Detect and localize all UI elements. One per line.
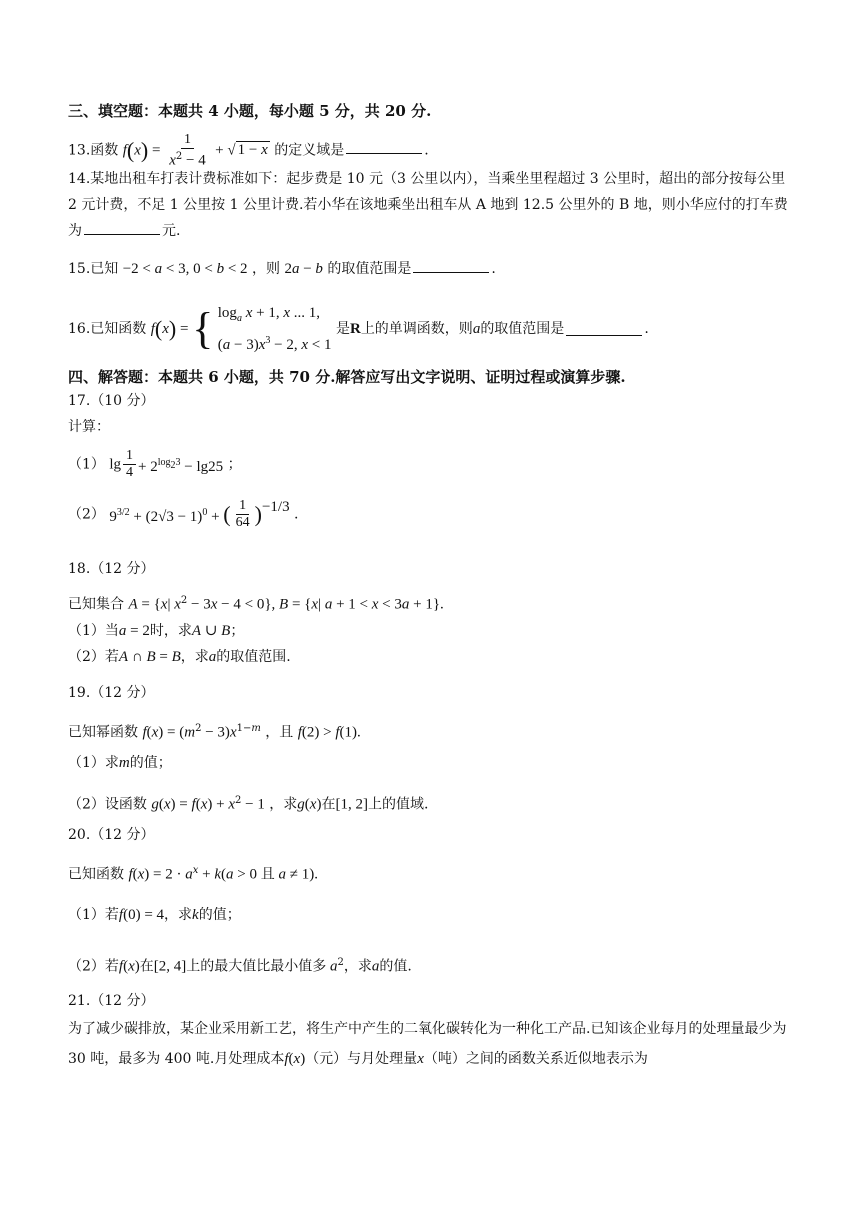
question-18-intro: 已知集合 A = {x| $x^2 - 3x - 4 < 0$}, B = {x| a + 1 < x < 3a + 1}. [68, 595, 444, 613]
question-15: 15.已知 −2 < a < 3, 0 < b < 2 ，则 2a − b 的取值范围是 . [68, 261, 496, 277]
question-19-intro: 已知幂函数 $f(x) = (m^2 - 3)x^{1-m}$ ，且 f(2) > f(1). [68, 723, 361, 741]
section-4-title: 四、解答题：本题共 6 小题，共 70 分.解答应写出文字说明、证明过程或演算步骤. [68, 368, 626, 386]
question-16: 16.已知函数 f(x) = { $\log_a x + 1$, x ... 1, $(a - 3)x^3 - 2$, x < 1 是R上的单调函数，则a的取值范围是 . [68, 302, 794, 352]
question-18-header: 18.（12 分） [68, 561, 155, 577]
answer-blank[interactable] [413, 260, 489, 273]
question-17-part-2: （2） $9^{3/2} + (2√3 - 1)^0$ + ( $\frac{1}{64}$ )$^{-1/3}$ . [68, 498, 299, 530]
question-17-intro: 计算： [68, 419, 110, 435]
question-20-header: 20.（12 分） [68, 827, 155, 843]
fraction: $\frac{1}{x^2 - 4}$ [169, 132, 206, 169]
question-19-part-1: （1）求m的值； [68, 755, 172, 771]
answer-blank[interactable] [346, 141, 422, 154]
answer-blank[interactable] [566, 323, 642, 336]
question-19-part-2: （2）设函数 $g(x) = f(x) + x^2 - 1$ ，求g(x)在[1, 2]上的值域. [68, 795, 429, 813]
question-14: 14.某地出租车打表计费标准如下：起步费是 10 元（3 公里以内），当乘坐里程超过 3 公里时，超出的部分按每公里 2 元计费，不足 1 公里按 1 公里计费.若小华在该地乘坐出租车从 A 地到 12.5 公里外的 B 地，则小华应付的打车费为 元. [68, 171, 788, 239]
section-3-title: 三、填空题：本题共 4 小题，每小题 5 分，共 20 分. [68, 102, 432, 120]
question-18-part-2: （2）若A ∩ B = B，求a的取值范围. [68, 649, 291, 665]
answer-blank[interactable] [84, 222, 160, 235]
question-21-header: 21.（12 分） [68, 993, 155, 1009]
question-21-text: 为了减少碳排放，某企业采用新工艺，将生产中产生的二氧化碳转化为一种化工产品.已知该企业每月的处理量最少为 30 吨，最多为 400 吨.月处理成本f(x)（元）与月处理量x（吨）之间的函数关系近似地表示为 [68, 1021, 787, 1067]
question-20-part-1: （1）若f(0) = 4，求k的值； [68, 907, 241, 923]
question-17-part-1: （1） lg $\frac{1}{4}$ + $2^{log_23} - \lg 25$ ； [68, 448, 242, 480]
question-17-header: 17.（10 分） [68, 393, 155, 409]
question-18-part-1: （1）当a = 2时，求A ∪ B； [68, 623, 245, 639]
question-20-intro: 已知函数 $f(x) = 2 \cdot a^x + k(a > 0$ 且 a ≠ 1). [68, 865, 318, 883]
question-13: 13.函数 f(x) = $\frac{1}{x^2 - 4}$ + √ 1 − x 的定义域是 . [68, 132, 429, 169]
question-19-header: 19.（12 分） [68, 685, 155, 701]
question-20-part-2: （2）若f(x)在[2, 4]上的最大值比最小值多 $a^2$，求a的值. [68, 957, 412, 975]
piecewise-function: $\log_a x + 1$, x ... 1, $(a - 3)x^3 - 2$, x < 1 [217, 305, 332, 353]
